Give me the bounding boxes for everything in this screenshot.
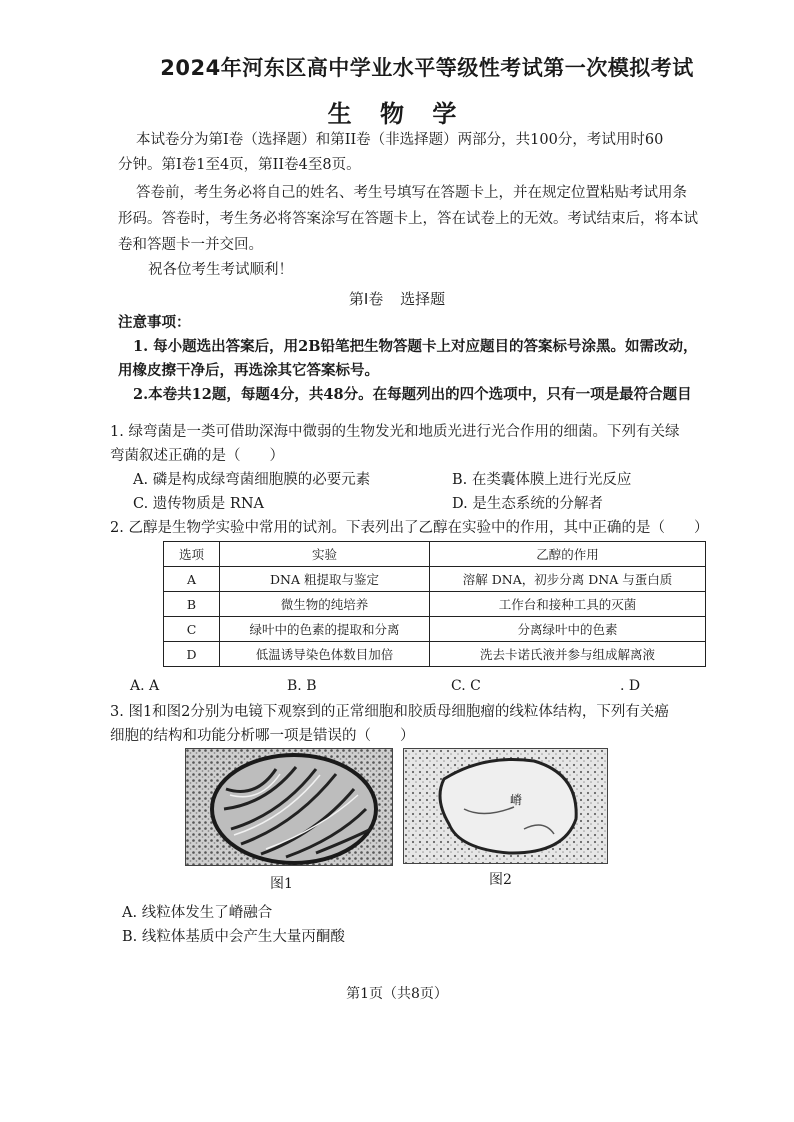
table-cell: 微生物的纯培养 <box>220 592 430 617</box>
q1-option-c: C. 遗传物质是 RNA <box>133 496 264 512</box>
figure-1-image <box>185 748 393 866</box>
intro-line-1: 本试卷分为第Ⅰ卷（选择题）和第II卷（非选择题）两部分，共100分，考试用时60 <box>136 132 664 148</box>
q1-option-b: B. 在类囊体膜上进行光反应 <box>452 472 632 488</box>
table-cell: 工作台和接种工具的灭菌 <box>430 592 706 617</box>
notes-item-2: 2.本卷共12题，每题4分，共48分。在每题列出的四个选项中，只有一项是最符合题目 <box>133 386 692 403</box>
q2-table <box>163 541 706 667</box>
q2-table-header: 乙醇的作用 <box>430 542 706 567</box>
intro-line-4: 形码。答卷时，考生务必将答案涂写在答题卡上，答在试卷上的无效。考试结束后，将本试 <box>118 211 698 227</box>
table-row <box>164 567 706 592</box>
table-cell: B <box>164 592 220 617</box>
table-cell: 溶解 DNA，初步分离 DNA 与蛋白质 <box>430 567 706 592</box>
exam-title: 2024年河东区高中学业水平等级性考试第一次模拟考试 <box>160 56 694 80</box>
table-cell: 分离绿叶中的色素 <box>430 617 706 642</box>
subject-title: 生 物 学 <box>327 100 467 128</box>
notes-heading: 注意事项： <box>118 314 191 331</box>
page-number: 第1页（共8页） <box>346 986 448 1002</box>
intro-line-3: 答卷前，考生务必将自己的姓名、考生号填写在答题卡上，并在规定位置粘贴考试用条 <box>136 185 687 201</box>
q1-stem-line-2: 弯菌叙述正确的是（ ） <box>110 448 284 464</box>
figure-2-caption: 图2 <box>489 872 512 888</box>
figure-1-caption: 图1 <box>270 876 293 892</box>
table-cell: DNA 粗提取与鉴定 <box>220 567 430 592</box>
q3-option-b: B. 线粒体基质中会产生大量丙酮酸 <box>122 929 345 945</box>
section-part: 第Ⅰ卷 <box>348 290 384 308</box>
exam-wish: 祝各位考生考试顺利！ <box>148 262 293 278</box>
table-cell: C <box>164 617 220 642</box>
section-heading <box>0 288 794 309</box>
q2-table-header: 实验 <box>220 542 430 567</box>
q3-stem-line-1: 3. 图1和图2分别为电镜下观察到的正常细胞和胶质母细胞瘤的线粒体结构，下列有关癌 <box>110 704 669 720</box>
q2-option-b: B. B <box>287 678 317 694</box>
table-cell: 洗去卡诺氏液并参与组成解离液 <box>430 642 706 667</box>
notes-item-1-line-1: 1. 每小题选出答案后，用2B铅笔把生物答题卡上对应题目的答案标号涂黑。如需改动， <box>133 338 698 355</box>
q2-option-a: A. A <box>130 678 160 694</box>
notes-item-1-line-2: 用橡皮擦干净后，再选涂其它答案标号。 <box>118 362 379 379</box>
section-name: 选择题 <box>400 290 446 308</box>
q1-stem-line-1: 1. 绿弯菌是一类可借助深海中微弱的生物发光和地质光进行光合作用的细菌。下列有关绿 <box>110 424 680 440</box>
intro-line-2: 分钟。第Ⅰ卷1至4页，第II卷4至8页。 <box>118 157 361 173</box>
intro-line-5: 卷和答题卡一并交回。 <box>118 237 263 253</box>
table-row <box>164 642 706 667</box>
table-cell: 低温诱导染色体数目加倍 <box>220 642 430 667</box>
figure-2-image <box>403 748 608 864</box>
table-cell: 绿叶中的色素的提取和分离 <box>220 617 430 642</box>
q2-option-c: C. C <box>451 678 481 694</box>
q3-option-a: A. 线粒体发生了嵴融合 <box>122 905 273 921</box>
q2-stem: 2. 乙醇是生物学实验中常用的试剂。下表列出了乙醇在实验中的作用，其中正确的是（ ） <box>110 520 709 536</box>
q1-option-d: D. 是生态系统的分解者 <box>452 496 603 512</box>
table-cell: A <box>164 567 220 592</box>
table-cell: D <box>164 642 220 667</box>
figure-2-crista-label: 嵴 <box>510 793 523 807</box>
q1-option-a: A. 磷是构成绿弯菌细胞膜的必要元素 <box>133 472 371 488</box>
table-row <box>164 592 706 617</box>
q3-stem-line-2: 细胞的结构和功能分析哪一项是错误的（ ） <box>110 728 415 744</box>
q2-table-header-row <box>164 542 706 567</box>
q2-option-d: . D <box>620 678 641 694</box>
q2-table-header: 选项 <box>164 542 220 567</box>
table-row <box>164 617 706 642</box>
